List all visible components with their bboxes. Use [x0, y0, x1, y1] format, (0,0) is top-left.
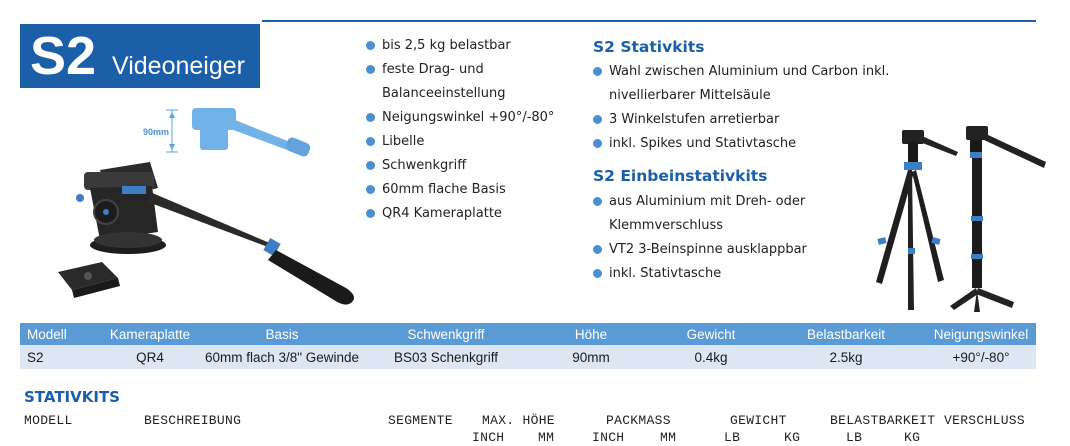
feature-item: bis 2,5 kg belastbar: [366, 34, 581, 58]
subheader-belast-kg: KG: [904, 430, 921, 445]
feature-item: Neigungswinkel +90°/-80°: [366, 106, 581, 130]
col-header-hoehe: Höhe: [526, 323, 656, 345]
feature-item: 60mm flache Basis: [366, 178, 581, 202]
video-head-illustration: [40, 100, 370, 315]
subheader-gewicht-kg: KG: [784, 430, 801, 445]
cell-gewicht: 0.4kg: [656, 345, 766, 369]
stativkit-item: 3 Winkelstufen arretierbar: [593, 108, 883, 132]
spec-table: [20, 323, 1036, 369]
feature-item: feste Drag- und Balanceeinstellung: [366, 58, 496, 106]
col-header-packmass: PACKMASS: [606, 413, 671, 428]
product-subtitle: Videoneiger: [112, 52, 245, 80]
cell-belastbarkeit: 2.5kg: [766, 345, 926, 369]
col-header-belastbarkeit: BELASTBARKEIT: [830, 413, 936, 428]
einbein-item: aus Aluminium mit Dreh- oder Klemmverschluss: [593, 190, 833, 238]
stativkits-heading: S2 Stativkits: [593, 38, 705, 56]
col-header-basis: Basis: [198, 323, 366, 345]
feature-item: Libelle: [366, 130, 581, 154]
col-header-gewicht: GEWICHT: [730, 413, 787, 428]
subheader-hoehe-mm: MM: [538, 430, 555, 445]
stativkit-item: inkl. Spikes und Stativtasche: [593, 132, 883, 156]
stativkits-list: [593, 60, 890, 156]
col-header-belastbarkeit: Belastbarkeit: [766, 323, 926, 345]
col-header-modell: MODELL: [24, 413, 73, 428]
einbein-item: inkl. Stativtasche: [593, 262, 883, 286]
tripod-monopod-illustration: [858, 122, 1058, 317]
product-model: S2: [30, 26, 97, 86]
col-header-gewicht: Gewicht: [656, 323, 766, 345]
quick-release-plate: [58, 262, 120, 298]
col-header-schwenkgriff: Schwenkgriff: [366, 323, 526, 345]
tripod-image: [876, 130, 958, 310]
feature-list: [366, 34, 581, 226]
height-ghost-head: [192, 108, 312, 158]
spec-table-header-row: [20, 323, 1036, 345]
cell-kameraplatte: QR4: [102, 345, 198, 369]
subheader-hoehe-inch: INCH: [472, 430, 505, 445]
subheader-gewicht-lb: LB: [724, 430, 741, 445]
col-header-max-hoehe: MAX. HÖHE: [482, 413, 555, 428]
cell-neigungswinkel: +90°/-80°: [926, 345, 1036, 369]
height-dimension-label: 90mm: [142, 127, 170, 137]
cell-hoehe: 90mm: [526, 345, 656, 369]
col-header-beschreibung: BESCHREIBUNG: [144, 413, 242, 428]
header-rule: [262, 20, 1036, 22]
cell-modell: S2: [20, 345, 102, 369]
monopod-image: [950, 126, 1046, 312]
col-header-neigungswinkel: Neigungswinkel: [926, 323, 1036, 345]
subheader-pack-inch: INCH: [592, 430, 625, 445]
table-row: [20, 345, 1036, 369]
einbeinstativkits-heading: S2 Einbeinstativkits: [593, 167, 768, 185]
einbein-item: VT2 3-Beinspinne ausklappbar: [593, 238, 883, 262]
einbeinstativkits-list: [593, 190, 883, 286]
col-header-modell: Modell: [20, 323, 102, 345]
col-header-kameraplatte: Kameraplatte: [102, 323, 198, 345]
feature-item: QR4 Kameraplatte: [366, 202, 581, 226]
stativkit-item: Wahl zwischen Aluminium und Carbon inkl. nivellierbarer Mittelsäule: [593, 60, 898, 108]
subheader-pack-mm: MM: [660, 430, 677, 445]
cell-basis: 60mm flach 3/8" Gewinde: [198, 345, 366, 369]
cell-schwenkgriff: BS03 Schenkgriff: [366, 345, 526, 369]
col-header-segmente: SEGMENTE: [388, 413, 453, 428]
col-header-verschluss: VERSCHLUSS: [944, 413, 1026, 428]
feature-item: Schwenkgriff: [366, 154, 581, 178]
subheader-belast-lb: LB: [846, 430, 863, 445]
product-title-banner: [20, 24, 260, 88]
stativkits-table-title: STATIVKITS: [24, 388, 120, 406]
